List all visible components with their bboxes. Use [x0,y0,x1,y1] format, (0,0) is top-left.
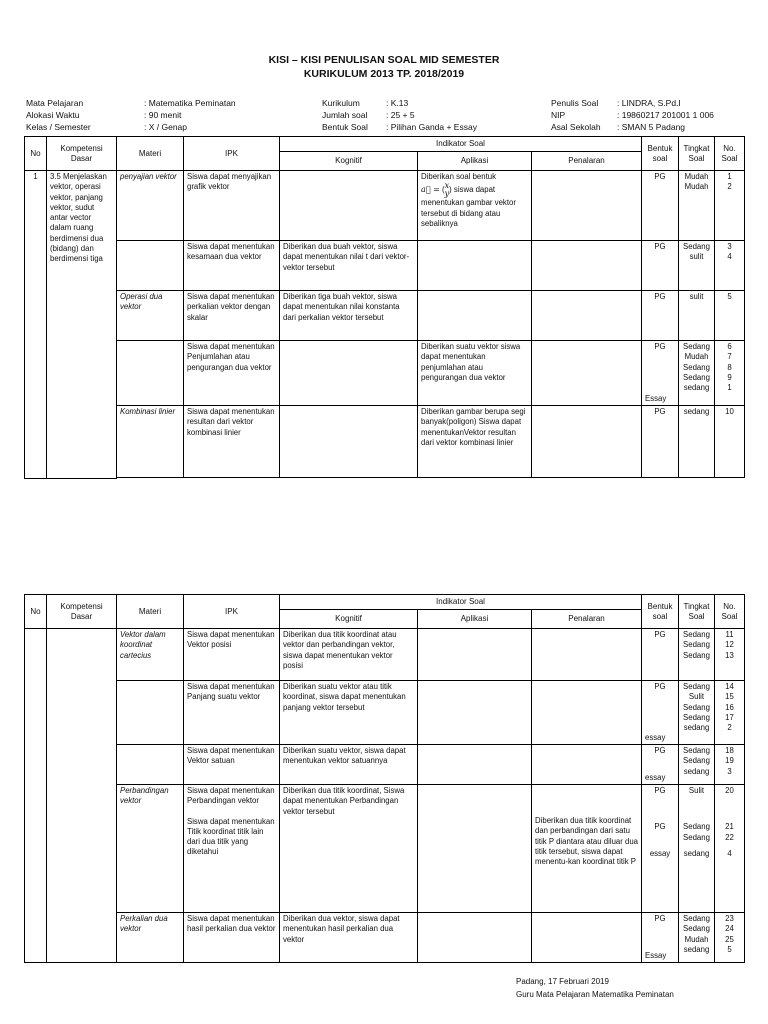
tingkat-value: Sedang [683,242,710,251]
tingkat-value: Mudah [684,352,709,362]
tingkat-cell [679,913,715,963]
penulis-value: : LINDRA, S.Pd.I [617,98,681,108]
tingkat-cell [679,629,715,681]
meta-mid-values [386,97,477,133]
nosoal-value: 5 [727,944,732,954]
kognitif-cell: Diberikan suatu vektor atau titik koordinat, siswa dapat menentukan panjang vektor tersebut [280,681,418,745]
aplikasi-cell [418,785,532,913]
footer-role: Guru Mata Pelajaran Matematika Peminatan [516,990,674,999]
meta-left-labels [26,97,91,133]
nosoal-value: 1 [727,383,732,393]
kisi-table-1 [24,136,745,479]
nosoal-cell [715,241,745,291]
ipk-cell: Siswa dapat menentukan kesamaan dua vektor [184,241,280,291]
tingkat-value: Sedang [683,832,710,842]
kognitif-cell [280,406,418,478]
tingkat-value: Sulit [688,786,705,795]
kelas-label: Kelas / Semester [26,122,91,132]
aplikasi-cell [418,913,532,963]
nosoal-value: 1 [727,172,732,181]
penalaran-cell [532,341,642,406]
tingkat-cell [679,171,715,241]
kurikulum-label: Kurikulum [322,98,360,108]
tingkat-cell [679,681,715,745]
bentuk-cell: PG [642,291,679,341]
tingkat-value: Sedang [683,682,710,691]
kompetensi-dasar: 3.5 Menjelaskan vektor, operasi vektor, panjang vektor, sudut antar vector dalam ruang berdimensi dua (bidang) dan berdimensi tiga [47,171,117,479]
nosoal-value: 24 [725,924,734,934]
col-materi: Materi [117,595,184,629]
jumlah-label: Jumlah soal [322,110,368,120]
tingkat-cell [679,406,715,478]
kognitif-cell [280,171,418,241]
nosoal-value: 12 [725,640,734,650]
nosoal-value: 4 [727,848,732,858]
nosoal-value: 3 [727,766,732,776]
bentuk-pg: PG [654,822,666,832]
penalaran-cell [532,913,642,963]
bentuk-cell [642,341,679,406]
nosoal-value: 21 [725,822,734,832]
ipk-cell: Siswa dapat menentukan Panjang suatu vektor [184,681,280,745]
mapel-value: : Matematika Peminatan [144,98,236,108]
document-subtitle: KURIKULUM 2013 TP. 2018/2019 [303,68,465,80]
col-kognitif: Kognitif [280,610,418,629]
col-tingkat: Tingkat Soal [679,137,715,171]
meta-right-values [617,97,714,133]
nosoal-value: 14 [725,682,734,691]
nosoal-cell [715,785,745,913]
nosoal-cell [715,406,745,478]
tingkat-value: Sedang [683,914,710,923]
col-aplikasi: Aplikasi [418,152,532,171]
bentuk-pg: PG [654,914,666,923]
aplikasi-cell [418,171,532,241]
alokasi-label: Alokasi Waktu [26,110,80,120]
kognitif-cell: Diberikan tiga buah vektor, siswa dapat menentukan nilai konstanta dari perkalian vektor tersebut [280,291,418,341]
penalaran-cell [532,745,642,785]
bentuk-essay: essay [645,732,666,742]
nosoal-value: 17 [725,712,734,722]
nosoal-value: 9 [727,372,732,382]
kognitif-cell: Diberikan dua titik koordinat, Siswa dapat menentukan Perbandingan vektor tersebut [280,785,418,913]
aplikasi-text-post: siswa dapat menentukan gambar vektor tersebut di bidang atau sebaliknya [421,185,516,228]
tingkat-cell [679,291,715,341]
asal-label: Asal Sekolah [551,122,601,132]
aplikasi-cell: Diberikan gambar berupa segi banyak(poligon) Siswa dapat menentukanVektor resultan dari vektor kombinasi linier [418,406,532,478]
nosoal-cell [715,291,745,341]
nosoal-cell [715,913,745,963]
table-row [25,241,745,291]
nosoal-value: 20 [725,786,734,795]
materi-cell: Vektor dalam koordinat cartecius [117,629,184,681]
penalaran-cell [532,291,642,341]
table-row [25,629,745,681]
tingkat-value: Sedang [683,372,710,382]
table-row [25,291,745,341]
tingkat-value: Sedang [683,924,710,934]
tingkat-cell [679,745,715,785]
tingkat-value: Sedang [683,650,710,660]
aplikasi-cell [418,629,532,681]
nosoal-value: 19 [725,756,734,766]
kompetensi-dasar [47,629,117,963]
tingkat-value: Sedang [683,362,710,372]
materi-cell: Kombinasi linier [117,406,184,478]
nosoal-cell [715,629,745,681]
tingkat-cell [679,241,715,291]
row-number [25,629,47,963]
materi-cell [117,241,184,291]
tingkat-value: sedang [683,944,710,954]
kognitif-cell [280,341,418,406]
nosoal-value: 18 [725,746,734,755]
tingkat-value: Sedang [683,630,710,639]
aplikasi-text-pre: Diberikan soal bentuk [421,172,496,181]
tingkat-cell [679,341,715,406]
nosoal-cell [715,171,745,241]
ipk-cell [184,785,280,913]
col-ipk: IPK [184,595,280,629]
bentuk-essay: essay [645,772,666,782]
ipk-cell: Siswa dapat menyajikan grafik vektor [184,171,280,241]
tingkat-value: sedang [683,848,710,858]
nosoal-cell [715,745,745,785]
col-ipk: IPK [184,137,280,171]
penalaran-cell [532,681,642,745]
col-aplikasi: Aplikasi [418,610,532,629]
vector-y: y [444,189,450,199]
materi-cell [117,681,184,745]
nosoal-value: 3 [727,242,732,251]
col-materi: Materi [117,137,184,171]
tingkat-value: sulit [689,292,704,301]
table-row [25,406,745,478]
nosoal-value: 15 [725,692,734,702]
tingkat-value: sedang [683,766,710,776]
bentuk-essay: Essay [645,393,667,403]
tingkat-value: Sedang [683,640,710,650]
aplikasi-cell [418,681,532,745]
ipk-text: Siswa dapat menentukan Perbandingan vektor [187,786,275,806]
col-kompetensi: Kompetensi Dasar [47,595,117,629]
nosoal-value: 8 [727,362,732,372]
nosoal-value: 7 [727,352,732,362]
nosoal-value: 10 [725,407,734,416]
nosoal-cell [715,681,745,745]
ipk-cell: Siswa dapat menentukan Vektor posisi [184,629,280,681]
tingkat-cell [679,785,715,913]
col-indikator: Indikator Soal [280,595,642,610]
nip-value: : 19860217 201001 1 006 [617,110,714,120]
tingkat-value: Sedang [683,746,710,755]
ipk-cell: Siswa dapat menentukan Vektor satuan [184,745,280,785]
footer-place-date: Padang, 17 Februari 2019 [516,977,609,986]
nosoal-value: 2 [727,182,732,192]
nosoal-value: 13 [725,650,734,660]
tingkat-value: sedang [683,723,710,733]
materi-cell: Perkalian dua vektor [117,913,184,963]
nosoal-value: 6 [727,342,732,351]
col-no: No [25,137,47,171]
col-indikator: Indikator Soal [280,137,642,152]
col-nosoal: No. Soal [715,137,745,171]
bentuk-cell: PG [642,241,679,291]
bentuk-pg: PG [654,342,666,351]
nosoal-value: 25 [725,934,734,944]
col-kompetensi: Kompetensi Dasar [47,137,117,171]
tingkat-value: Mudah [684,182,709,192]
bentuk-pg: PG [654,786,666,795]
nosoal-value: 22 [725,832,734,842]
tingkat-value: Sedang [683,756,710,766]
table-row [25,681,745,745]
tingkat-value: Sedang [683,342,710,351]
bentuk-pg: PG [654,746,666,755]
col-no: No [25,595,47,629]
bentuk-cell [642,681,679,745]
kognitif-cell: Diberikan dua titik koordinat atau vektor dan perbandingan vektor, siswa dapat menentukan vektor posisi [280,629,418,681]
bentuk-essay: essay [649,848,671,858]
aplikasi-cell [418,745,532,785]
tingkat-value: Sedang [683,822,710,832]
nosoal-value: 11 [725,630,734,639]
column-vector: ( x y ) [442,181,452,199]
meta-right-labels [551,97,601,133]
table-row [25,913,745,963]
table-row [25,171,745,241]
table-row [25,745,745,785]
alokasi-value: : 90 menit [144,110,182,120]
ipk-cell: Siswa dapat menentukan hasil perkalian dua vektor [184,913,280,963]
row-number: 1 [25,171,47,479]
bentuk-cell: PG [642,629,679,681]
materi-cell [117,745,184,785]
kelas-value: : X / Genap [144,122,187,132]
table-row [25,341,745,406]
nosoal-value: 23 [725,914,734,923]
bentuk-cell: PG [642,406,679,478]
penalaran-cell [532,629,642,681]
nosoal-value: 16 [725,702,734,712]
penalaran-cell [532,171,642,241]
ipk-cell: Siswa dapat menentukan Penjumlahan atau pengurangan dua vektor [184,341,280,406]
tingkat-value: Mudah [684,934,709,944]
kisi-table-2 [24,594,745,963]
nip-label: NIP [551,110,566,120]
bentuk-cell: PG [642,171,679,241]
kurikulum-value: : K.13 [386,98,409,108]
bentuk-cell [642,913,679,963]
col-bentuk: Bentuk soal [642,595,679,629]
col-bentuk: Bentuk soal [642,137,679,171]
materi-cell [117,341,184,406]
ipk-cell: Siswa dapat menentukan perkalian vektor dengan skalar [184,291,280,341]
jumlah-value: : 25 + 5 [386,110,415,120]
tingkat-value: Sedang [683,702,710,712]
col-kognitif: Kognitif [280,152,418,171]
kognitif-cell: Diberikan dua buah vektor, siswa dapat menentukan nilai t dari vektor- vektor tersebut [280,241,418,291]
tingkat-value: sedang [683,407,710,416]
aplikasi-cell: Diberikan suatu vektor siswa dapat menentukan penjumlahan atau pengurangan dua vektor [418,341,532,406]
nosoal-value: 2 [727,723,732,733]
tingkat-value: sulit [689,252,704,262]
nosoal-cell [715,341,745,406]
bentuk-value: : Pilihan Ganda + Essay [386,122,477,132]
penalaran-cell [532,785,642,913]
bentuk-label: Bentuk Soal [322,122,368,132]
document-title: KISI – KISI PENULISAN SOAL MID SEMESTER [268,54,500,66]
bentuk-cell [642,745,679,785]
penulis-label: Penulis Soal [551,98,599,108]
nosoal-value: 4 [727,252,732,262]
tingkat-value: Sulit [688,692,705,702]
bentuk-cell [642,785,679,913]
penalaran-cell [532,241,642,291]
kognitif-cell: Diberikan suatu vektor, siswa dapat menentukan vektor satuannya [280,745,418,785]
mapel-label: Mata Pelajaran [26,98,84,108]
materi-cell: Operasi dua vektor [117,291,184,341]
ipk-cell: Siswa dapat menentukan resultan dari vektor kombinasi linier [184,406,280,478]
nosoal-value: 5 [727,292,732,301]
penalaran-cell [532,406,642,478]
aplikasi-cell [418,241,532,291]
vector-equation: a⃗ = [421,185,440,195]
col-nosoal: No. Soal [715,595,745,629]
materi-cell: Perbandingan vektor [117,785,184,913]
aplikasi-cell [418,291,532,341]
vector-x: x [444,181,450,191]
table-row [25,785,745,913]
tingkat-value: Mudah [684,172,709,181]
col-penalaran: Penalaran [532,610,642,629]
kognitif-cell: Diberikan dua vektor, siswa dapat menentukan hasil perkalian dua vektor [280,913,418,963]
meta-left-values [144,97,236,133]
asal-value: : SMAN 5 Padang [617,122,686,132]
meta-mid-labels [322,97,368,133]
tingkat-value: sedang [683,383,710,393]
bentuk-pg: PG [654,682,666,691]
bentuk-essay: Essay [645,950,667,960]
col-tingkat: Tingkat Soal [679,595,715,629]
col-penalaran: Penalaran [532,152,642,171]
penalaran-text: Diberikan dua titik koordinat dan perbandingan dari satu titik P diantara atau diluar dua titik tersebut, siswa dapat menentu-kan koordinat titik P [535,816,639,867]
materi-cell: penyajian vektor [117,171,184,241]
ipk-text: Siswa dapat menentukan Titik koordinat titik lain dari dua titik yang diketahui [187,816,275,857]
tingkat-value: Sedang [683,712,710,722]
